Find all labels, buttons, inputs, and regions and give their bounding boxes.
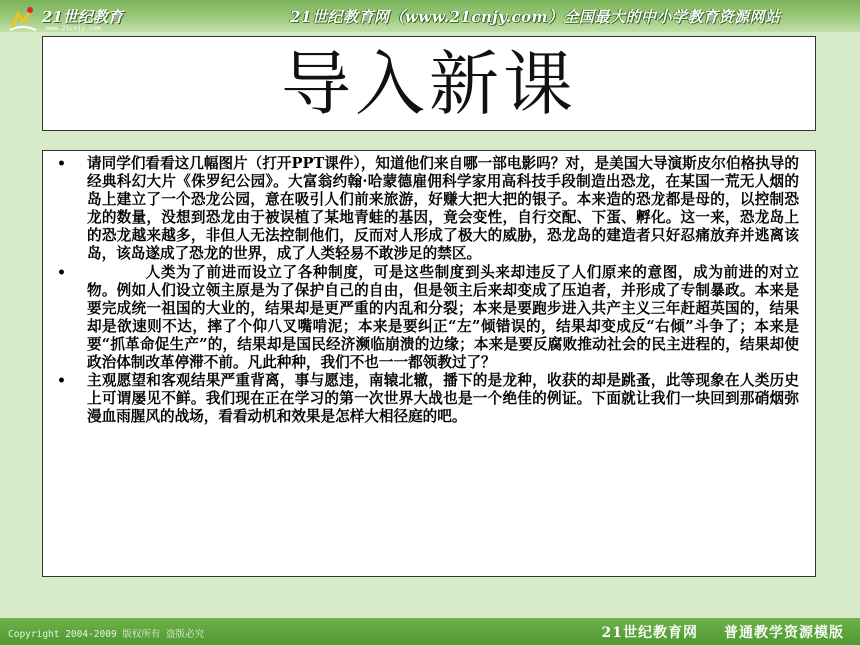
- bullet-text: 请同学们看看这几幅图片（打开PPT课件），知道他们来自哪一部电影吗？对，是美国大导演斯皮尔伯格执导的经典科幻大片《侏罗纪公园》。大富翁约翰·哈蒙德雇佣科学家用高科技手段制造出恐龙，在某国一荒无人烟的岛上建立了一个恐龙公园，意在吸引人们前来旅游，好赚大把大把的银子。本来造的恐龙都是母的，以控制恐龙的数量，没想到恐龙由于被误植了某地青蛙的基因，竟会变性，自行交配、下蛋、孵化。这一来，恐龙岛上的恐龙越来越多，非但人无法控制他们，反而对人形成了极大的威胁，恐龙岛的建造者只好忍痛放弃并逃离该岛，该岛遂成了恐龙的世界，成了人类轻易不敢涉足的禁区。: [87, 155, 799, 263]
- bullet-icon: •: [57, 264, 66, 281]
- bullet-list: [43, 151, 815, 426]
- site-logo[interactable]: [8, 4, 158, 34]
- title-box: [42, 36, 816, 131]
- list-item: [55, 155, 799, 264]
- bullet-text: 主观愿望和客观结果严重背离，事与愿违，南辕北辙，播下的是龙种，收获的却是跳蚤，此等现象在人类历史上可谓屡见不鲜。我们现在正在学习的第一次世界大战也是一个绝佳的例证。下面就让我们一块回到那硝烟弥漫血雨腥风的战场，看看动机和效果是怎样大相径庭的吧。: [87, 372, 799, 426]
- list-item: [55, 264, 799, 373]
- list-item: [55, 372, 799, 426]
- bullet-icon: •: [57, 156, 66, 172]
- logo-text: 21世纪教育: [42, 8, 123, 26]
- logo-url-text: www.21cnjy.com: [46, 24, 101, 32]
- header-slogan: 21世纪教育网（www.21cnjy.com）全国最大的中小学教育资源网站: [290, 8, 781, 26]
- bullet-icon: •: [57, 373, 66, 390]
- slide-title: 导入新课: [281, 43, 577, 125]
- content-box: [42, 150, 816, 577]
- footer-branding: [602, 622, 844, 642]
- bullet-text: 人类为了前进而设立了各种制度，可是这些制度到头来却违反了人们原来的意图，成为前进的对立物。例如人们设立领主原是为了保护自己的自由，但是领主后来却变成了压迫者，并形成了专制暴政。本来是要完成统一祖国的大业的，结果却是更严重的内乱和分裂；本来是要跑步进入共产主义三年赶超英国的，结果却是欲速则不达，摔了个仰八叉嘴啃泥；本来是要纠正“左”倾错误的，结果却变成反“右倾”斗争了；本来是要“抓革命促生产”的，结果却是国民经济濒临崩溃的边缘；本来是要反腐败推动社会的民主进程的，结果却使政治体制改革停滞不前。凡此种种，我们不也一一都领教过了？: [87, 263, 799, 372]
- footer-band: [0, 618, 860, 645]
- footer-brand: 21世纪教育网: [601, 625, 698, 641]
- copyright-text: Copyright 2004-2009 版权所有 盗版必究: [8, 629, 205, 640]
- footer-tagline: 普通教学资源模版: [724, 625, 844, 641]
